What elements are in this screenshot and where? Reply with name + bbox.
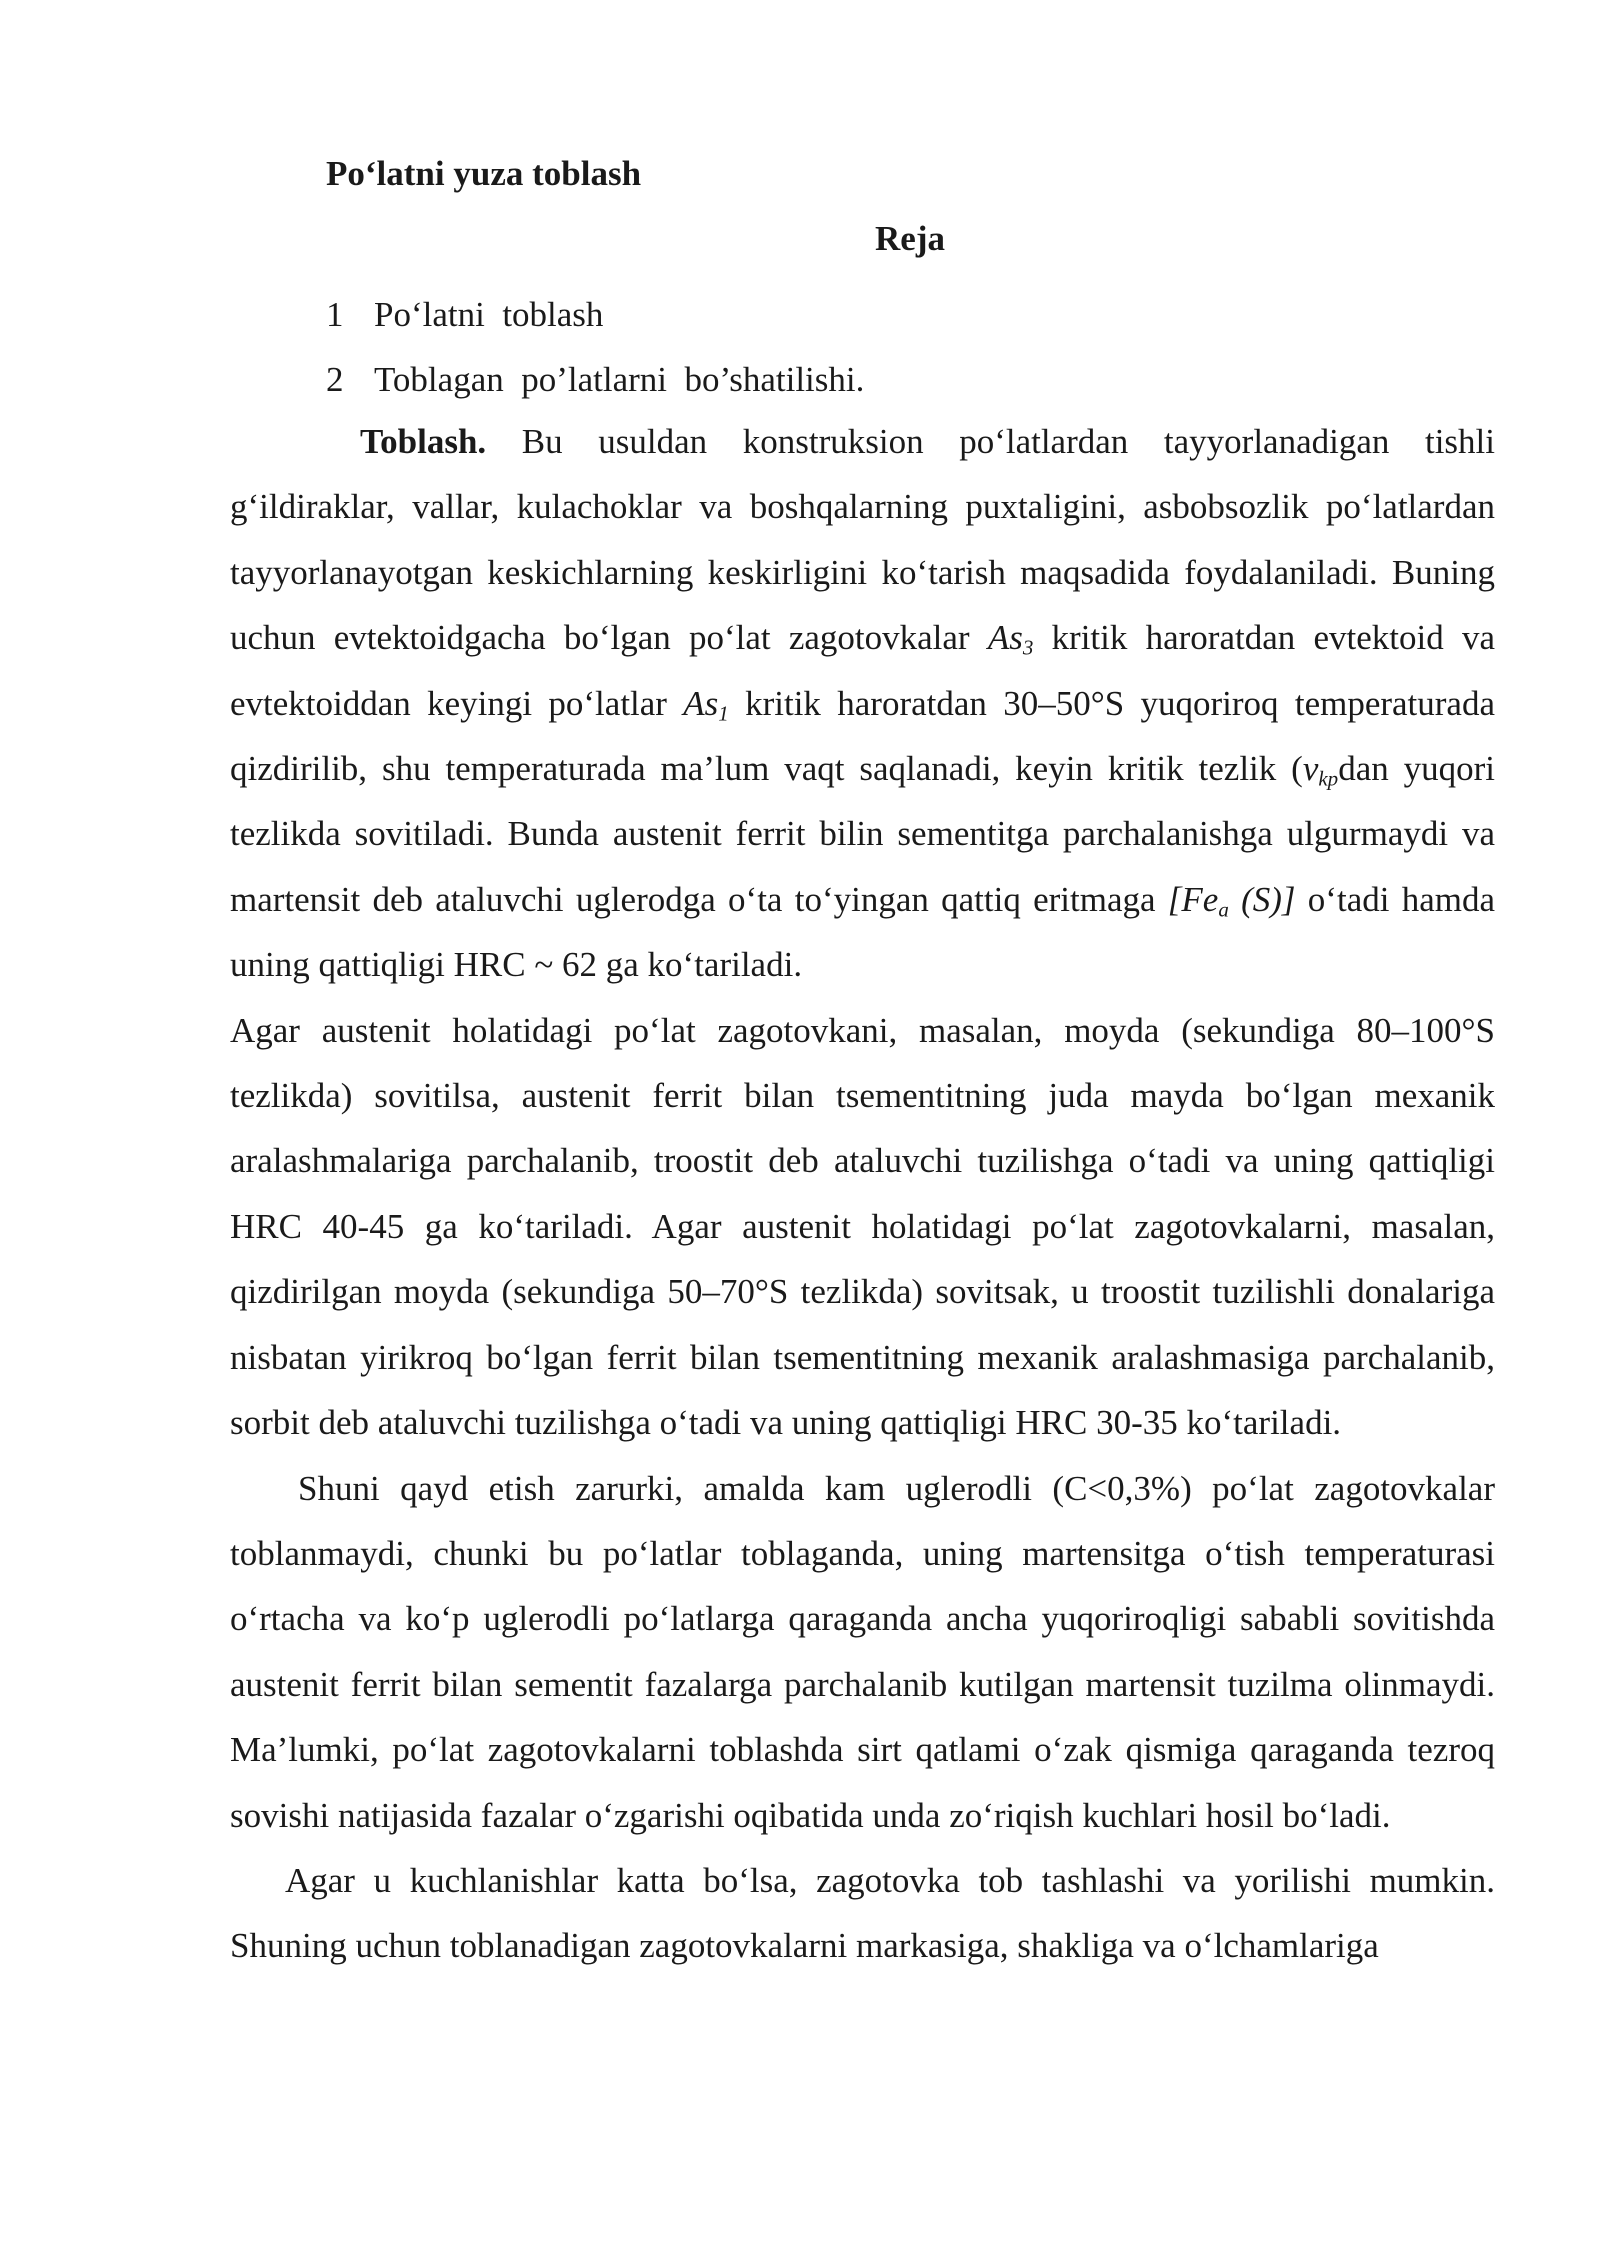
symbol-main: [Fe	[1167, 879, 1219, 919]
paragraph-low-carbon: Shuni qayd etish zarurki, amalda kam uglerodli (C<0,3%) po‘lat zagotovkalar toblanmaydi, chunki bu po‘latlar toblaganda, uning martensitga o‘tish temperaturasi o‘rtacha va ko‘p uglerodli po‘latlarga qaraganda ancha yuqoriroqligi sababli sovitishda austenit ferrit bilan sementit fazalarga parchalanib kutilgan martensit tuzilma olinmaydi. Ma’lumki, po‘lat zagotovkalarni toblashda sirt qatlami o‘zak qismiga qaraganda tezroq sovishi natijasida fazalar o‘zgarishi oqibatida unda zo‘riqish kuchlari hosil bo‘ladi.	[230, 1468, 1495, 1835]
paragraph-austenite-cooling: Agar austenit holatidagi po‘lat zagotovkani, masalan, moyda (sekundiga 80–100°S tezlikda) sovitilsa, austenit ferrit bilan tsementitning juda mayda bo‘lgan mexanik aralashmalariga parchalanib, troostit deb ataluvchi tuzilishga o‘tadi va uning qattiqligi HRC 40-45 ga ko‘tariladi. Agar austenit holatidagi po‘lat zagotovkalarni, masalan, qizdirilgan moyda (sekundiga 50–70°S tezlikda) sovitsak, u troostit tuzilishli donalariga nisbatan yirikroq bo‘lgan ferrit bilan tsementitning mexanik aralashmasiga parchalanib, sorbit deb ataluvchi tuzilishga o‘tadi va uning qattiqligi HRC 30-35 ko‘tariladi.	[230, 1010, 1495, 1443]
plan-item-text: Toblagan po’latlarni bo’shatilishi.	[374, 360, 865, 399]
body-text	[230, 409, 1495, 1979]
plan-item	[326, 282, 864, 347]
symbol-as3	[987, 618, 1034, 660]
paragraph-lead-term: Toblash.	[360, 422, 487, 461]
text-run: kritik haroratdan 30–50°S yuqoriroq temperaturada qizdirilib, shu temperaturada ma’lum vaqt saqlanadi, keyin kritik tezlik (	[230, 683, 1496, 789]
symbol-main: As	[987, 618, 1023, 658]
plan-item	[326, 347, 864, 412]
symbol-v-kp	[1302, 749, 1339, 791]
symbol-main: v	[1302, 749, 1319, 789]
symbol-main: As	[683, 683, 719, 723]
paragraph-stresses: Agar u kuchlanishlar katta bo‘lsa, zagotovka tob tashlashi va yorilishi mumkin. Shuning uchun toblanadigan zagotovkalarni markasiga, shakliga va o‘lchamlariga	[230, 1860, 1495, 1966]
plan-item-number: 2	[326, 360, 344, 399]
symbol-subscript: kp	[1318, 766, 1339, 791]
document-title: Po‘latni yuza toblash	[326, 154, 642, 193]
plan-item-text: Po‘latni toblash	[374, 295, 604, 334]
text-run: o‘tadi hamda uning qattiqligi HRC ~ 62 ga ko‘tariladi.	[230, 879, 1496, 985]
text-run: dan yuqori tezlikda sovitiladi. Bunda austenit ferrit bilin sementitga parchalanishga ulgurmaydi va martensit deb ataluvchi uglerodga o‘ta to‘yingan qattiq eritmaga	[230, 749, 1495, 919]
symbol-subscript: a	[1218, 897, 1229, 922]
text-run: Bu usuldan konstruksion po‘latlardan tayyorlanadigan tishli g‘ildiraklar, vallar, kulachoklar va boshqalarning puxtaligini, asbobsozlik po‘latlardan tayyorlanayotgan keskichlarning keskirligini ko‘tarish maqsadida foydalaniladi. Buning uchun evtektoidgacha bo‘lgan po‘lat zagotovkalar	[230, 422, 1495, 658]
symbol-as1	[683, 684, 729, 723]
plan-heading: Reja	[875, 219, 945, 258]
plan-item-number: 1	[326, 295, 344, 334]
paragraph-toblash	[230, 409, 1495, 998]
symbol-subscript: 1	[718, 700, 729, 725]
text-run: kritik haroratdan evtektoid va evtektoiddan keyingi po‘latlar	[230, 618, 1495, 723]
symbol-subscript: 3	[1022, 635, 1034, 660]
plan-list	[326, 282, 864, 412]
formula-fe-alpha-c	[1167, 879, 1296, 922]
symbol-tail: (S)]	[1228, 879, 1296, 919]
